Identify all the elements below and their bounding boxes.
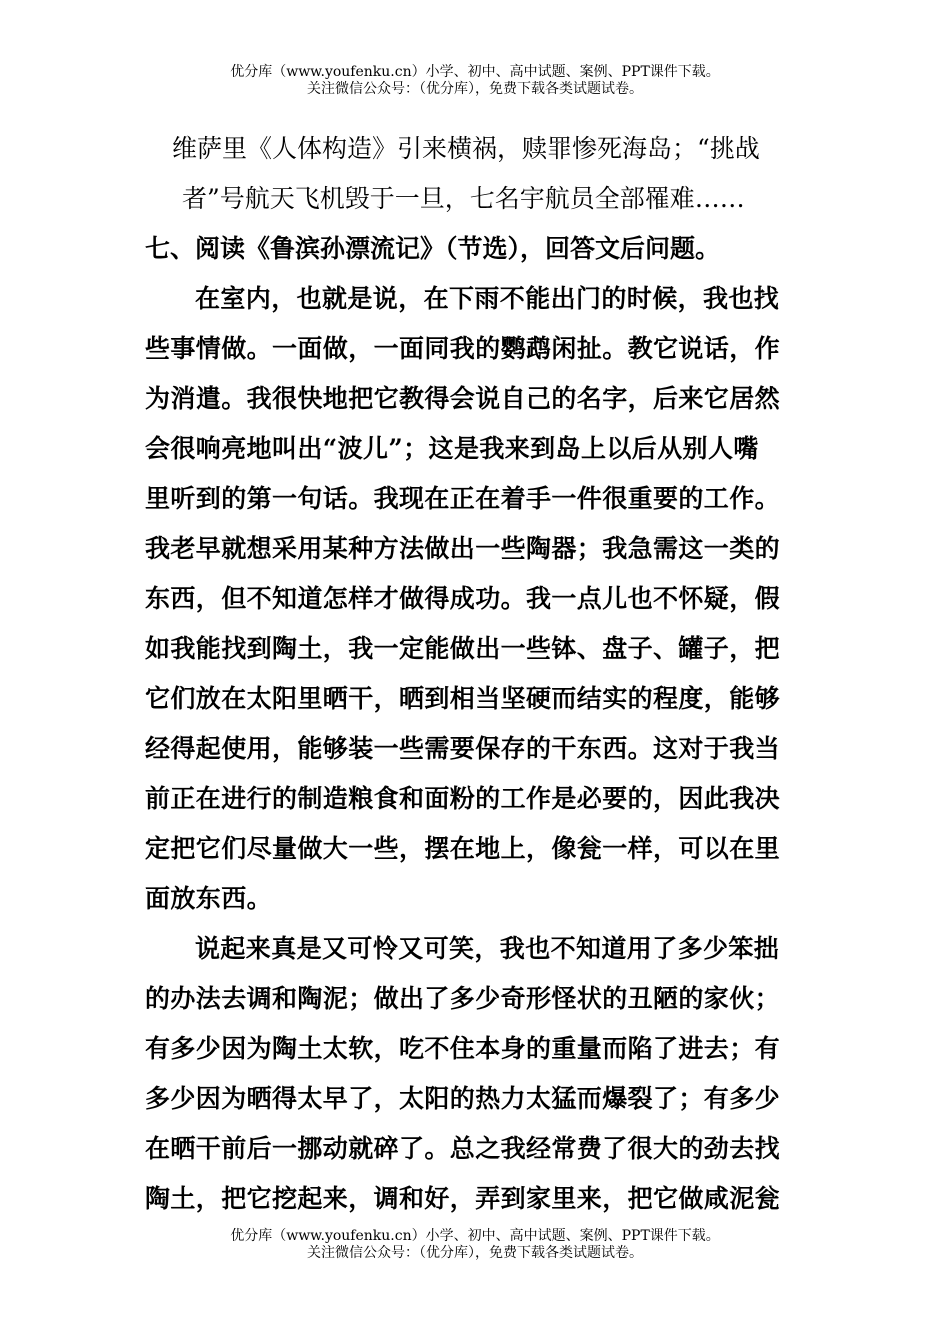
header-line-1: 优分库（www.youfenku.cn）小学、初中、高中试题、案例、PPT课件下载。 <box>230 64 720 80</box>
text-line: 定把它们尽量做大一些，摆在地上，像瓮一样，可以在里 <box>145 834 781 863</box>
text-line: 前正在进行的制造粮食和面粉的工作是必要的，因此我决 <box>145 784 781 813</box>
text-line: 者”号航天飞机毁于一旦，七名宇航员全部罹难…… <box>182 184 745 213</box>
continuation-text <box>172 124 837 224</box>
text-line: 陶土，把它挖起来，调和好，弄到家里来，把它做咸泥瓮 <box>145 1184 781 1213</box>
header-line-2: 关注微信公众号：（优分库），免费下载各类试题试卷。 <box>307 81 643 97</box>
text-line: 维萨里《人体构造》引来横祸，赎罪惨死海岛；“挑战 <box>172 134 760 163</box>
page-footer <box>0 1228 950 1262</box>
text-line: 的办法去调和陶泥；做出了多少奇形怪状的丑陋的家伙； <box>145 984 781 1013</box>
text-line: 它们放在太阳里晒干，晒到相当坚硬而结实的程度，能够 <box>145 684 781 713</box>
text-line: 东西，但不知道怎样才做得成功。我一点儿也不怀疑，假 <box>145 584 781 613</box>
question-title: 七、阅读《鲁滨孙漂流记》（节选），回答文后问题。 <box>145 234 721 263</box>
text-line: 会很响亮地叫出“波儿”；这是我来到岛上以后从别人嘴 <box>145 434 759 463</box>
footer-line-2: 关注微信公众号：（优分库），免费下载各类试题试卷。 <box>307 1245 643 1261</box>
text-line: 些事情做。一面做，一面同我的鹦鹉闲扯。教它说话，作 <box>145 334 781 363</box>
text-line: 我老早就想采用某种方法做出一些陶器；我急需这一类的 <box>145 534 781 563</box>
text-line: 在室内，也就是说，在下雨不能出门的时候，我也找 <box>195 284 780 313</box>
text-line: 经得起使用，能够装一些需要保存的干东西。这对于我当 <box>145 734 781 763</box>
text-line: 为消遣。我很快地把它教得会说自己的名字，后来它居然 <box>145 384 781 413</box>
reading-passage <box>145 274 810 1224</box>
footer-line-1: 优分库（www.youfenku.cn）小学、初中、高中试题、案例、PPT课件下载。 <box>230 1228 720 1244</box>
text-line: 如我能找到陶土，我一定能做出一些钵、盘子、罐子，把 <box>145 634 781 663</box>
text-line: 在晒干前后一挪动就碎了。总之我经常费了很大的劲去找 <box>145 1134 781 1163</box>
text-line: 面放东西。 <box>145 884 273 913</box>
text-line: 有多少因为陶土太软，吃不住本身的重量而陷了进去；有 <box>145 1034 781 1063</box>
page-header <box>0 64 950 98</box>
text-line: 多少因为晒得太早了，太阳的热力太猛而爆裂了；有多少 <box>145 1084 781 1113</box>
text-line: 里听到的第一句话。我现在正在着手一件很重要的工作。 <box>145 484 781 513</box>
text-line: 说起来真是又可怜又可笑，我也不知道用了多少笨拙 <box>195 934 780 963</box>
